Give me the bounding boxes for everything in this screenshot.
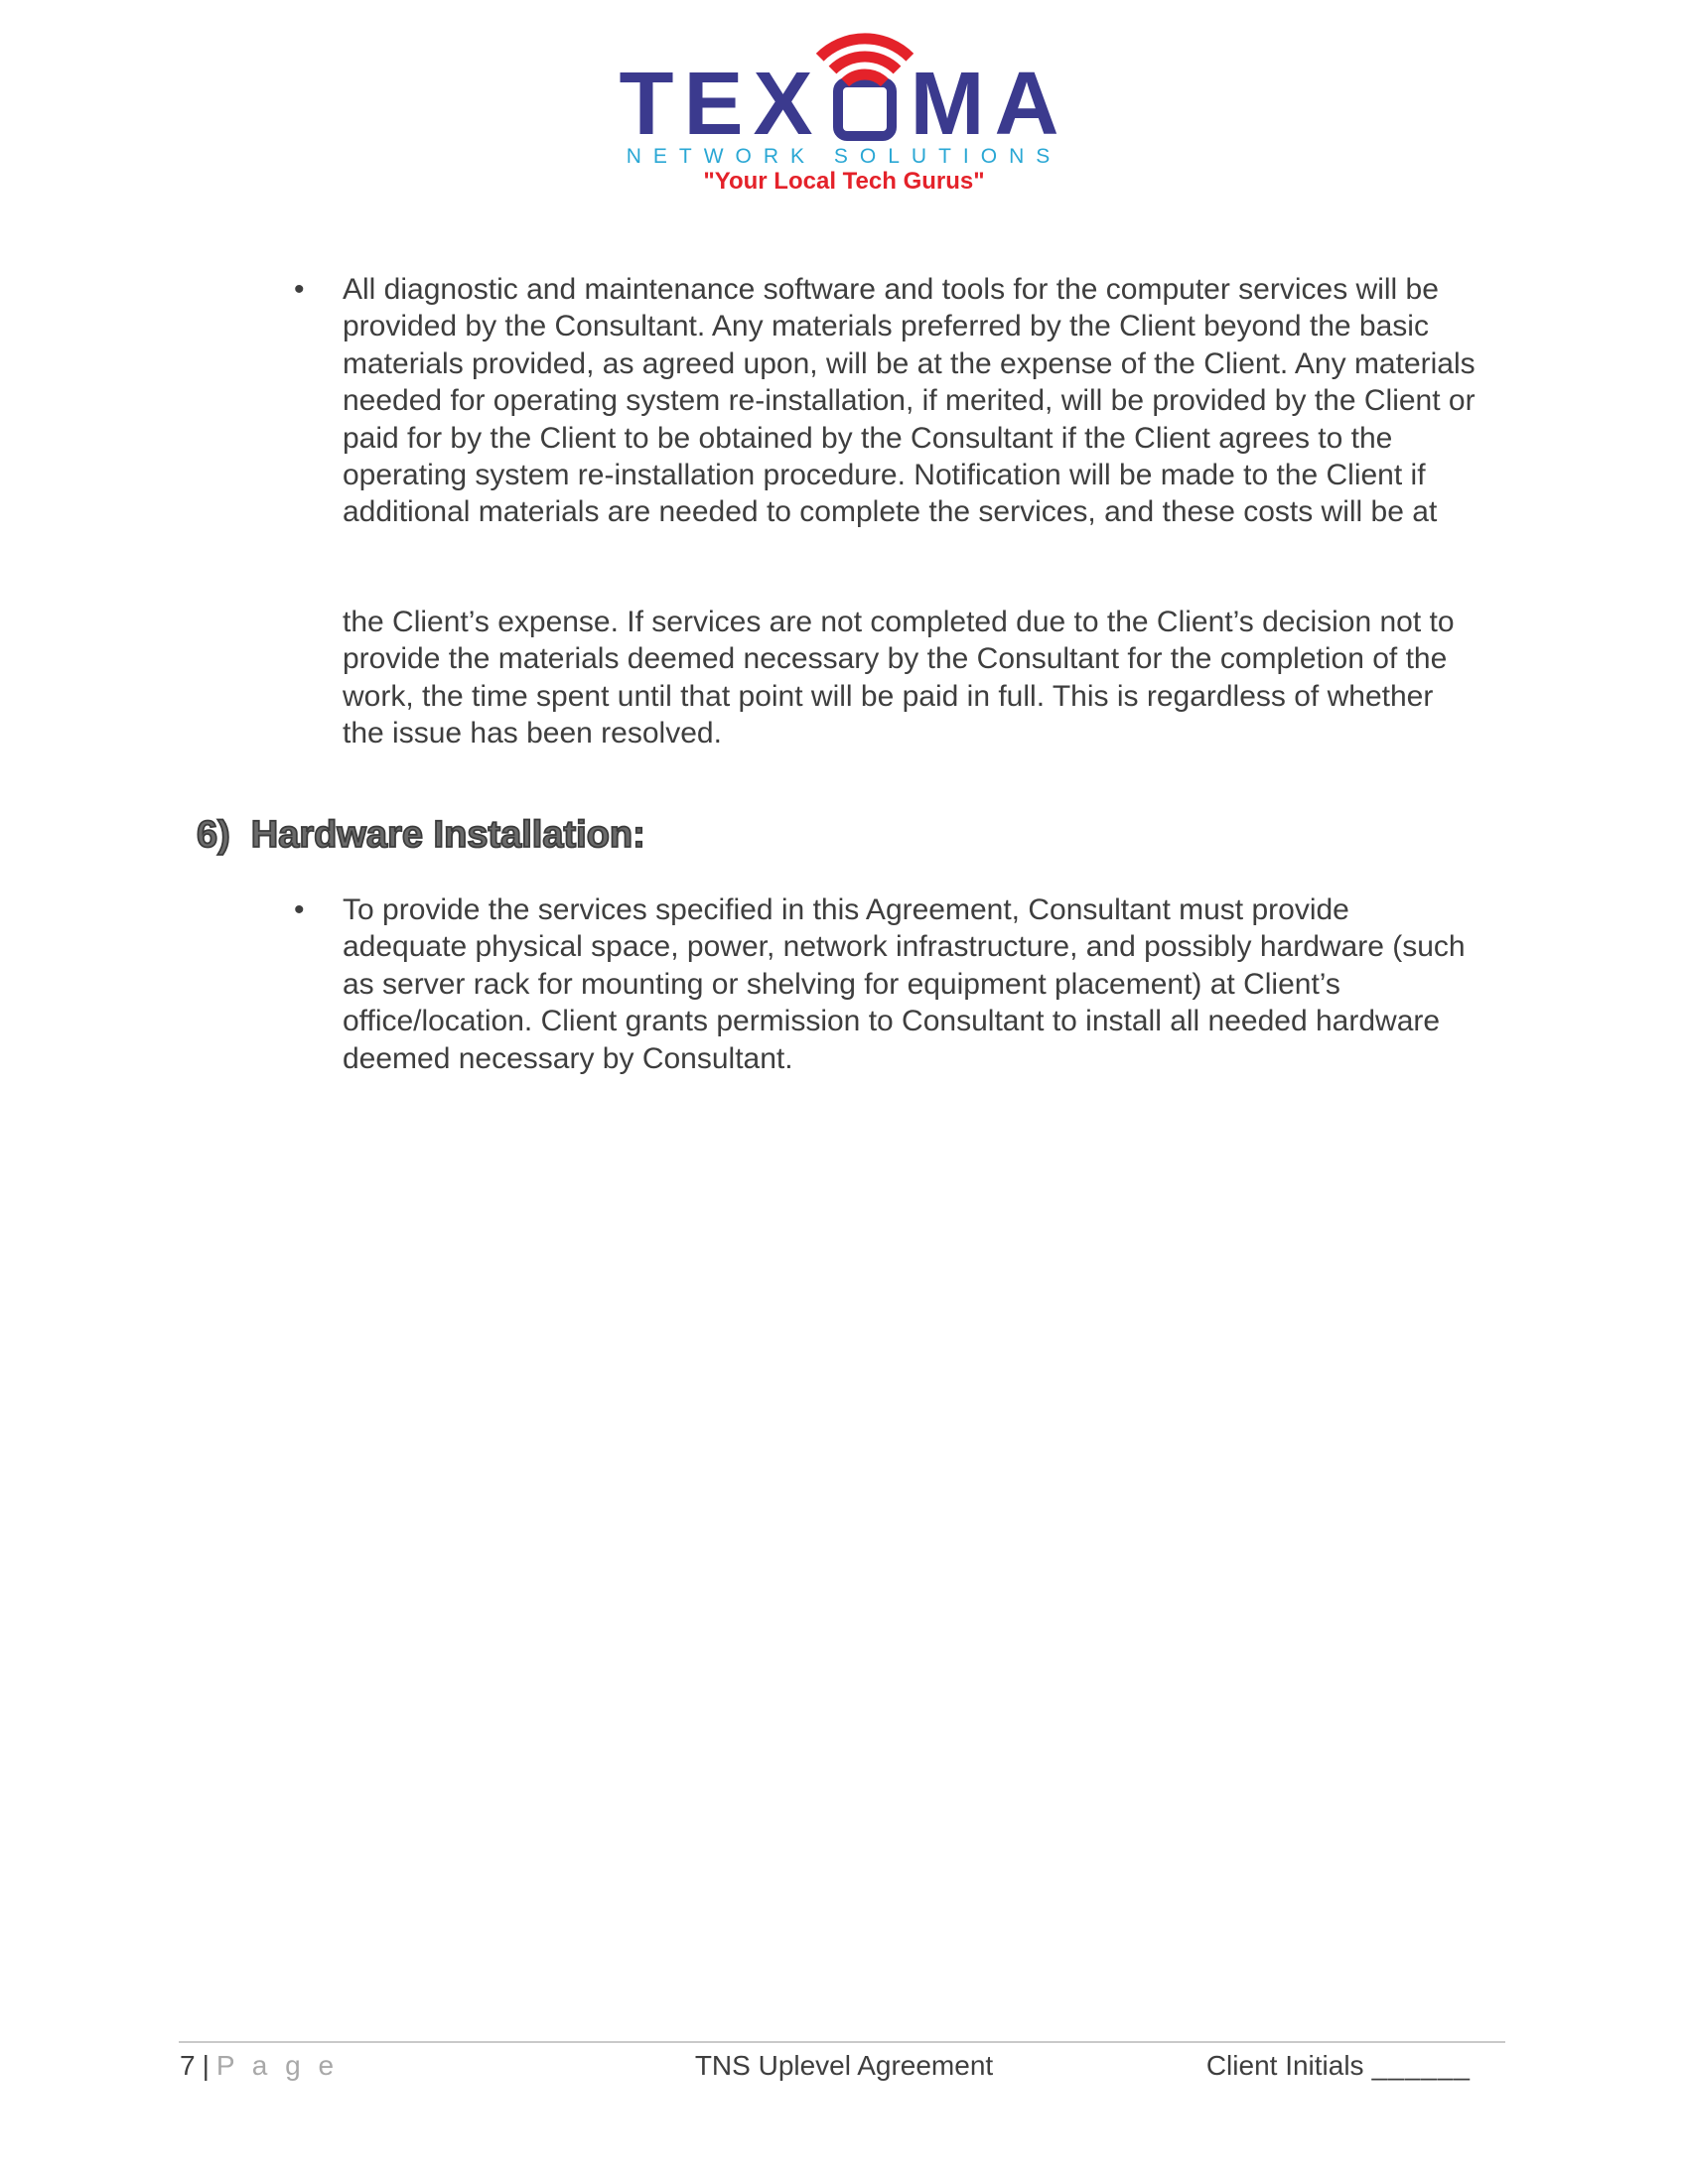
bullet-icon: • — [294, 273, 305, 306]
paragraph-line: provide the materials deemed necessary by the Consultant for the completion of the — [343, 642, 1448, 676]
paragraph-line: the issue has been resolved. — [343, 717, 722, 751]
paragraph-line: operating system re-installation procedure. Notification will be made to the Client if — [343, 459, 1426, 492]
bullet-icon: • — [294, 893, 305, 926]
logo-brand-text — [0, 55, 1688, 154]
logo-tagline: "Your Local Tech Gurus" — [703, 168, 985, 195]
paragraph-line: needed for operating system re-installation, if merited, will be provided by the Client or — [343, 384, 1476, 418]
wifi-signal-icon — [815, 11, 914, 86]
client-initials-field — [1206, 2049, 1471, 2083]
page-number-separator: | — [202, 2050, 210, 2081]
paragraph-line: additional materials are needed to complete the services, and these costs will be at — [343, 495, 1438, 529]
paragraph-line: provided by the Consultant. Any materials preferred by the Client beyond the basic — [343, 310, 1429, 343]
section-heading-hardware-installation — [197, 812, 645, 858]
logo-subtitle: NETWORK SOLUTIONS — [626, 145, 1062, 168]
company-logo — [0, 0, 1688, 208]
paragraph-provide-services — [343, 891, 1466, 1077]
footer-doc-title: TNS Uplevel Agreement — [694, 2050, 994, 2081]
footer-divider — [179, 2041, 1505, 2043]
paragraph-line: To provide the services specified in this Agreement, Consultant must provide — [343, 893, 1349, 926]
paragraph-line: as server rack for mounting or shelving for equipment placement) at Client’s — [343, 967, 1340, 1001]
client-initials-blank: ______ — [1371, 2050, 1471, 2081]
section-number: 6) — [197, 814, 230, 856]
page-word: P a g e — [215, 2050, 340, 2081]
paragraph-line: office/location. Client grants permission to Consultant to install all needed hardware — [343, 1005, 1441, 1038]
paragraph-diagnostic-software — [343, 271, 1476, 531]
paragraph-line: materials provided, as agreed upon, will be at the expense of the Client. Any materials — [343, 346, 1476, 380]
logo-brand-prefix: TEX — [619, 55, 823, 154]
paragraph-line: paid for by the Client to be obtained by the Consultant if the Client agrees to the — [343, 421, 1393, 455]
logo-o-mark — [833, 77, 897, 141]
paragraph-line: All diagnostic and maintenance software and tools for the computer services will be — [343, 273, 1439, 306]
logo-brand-suffix: MA — [910, 55, 1069, 154]
client-initials-label: Client Initials — [1205, 2050, 1364, 2081]
page-number: 7 — [180, 2050, 196, 2081]
paragraph-client-expense — [343, 604, 1455, 752]
paragraph-line: the Client’s expense. If services are not completed due to the Client’s decision not to — [343, 606, 1455, 638]
paragraph-line: deemed necessary by Consultant. — [343, 1041, 793, 1075]
section-title: Hardware Installation: — [250, 814, 645, 856]
paragraph-line: adequate physical space, power, network infrastructure, and possibly hardware (such — [343, 930, 1466, 964]
paragraph-line: work, the time spent until that point will be paid in full. This is regardless of whether — [343, 679, 1434, 713]
